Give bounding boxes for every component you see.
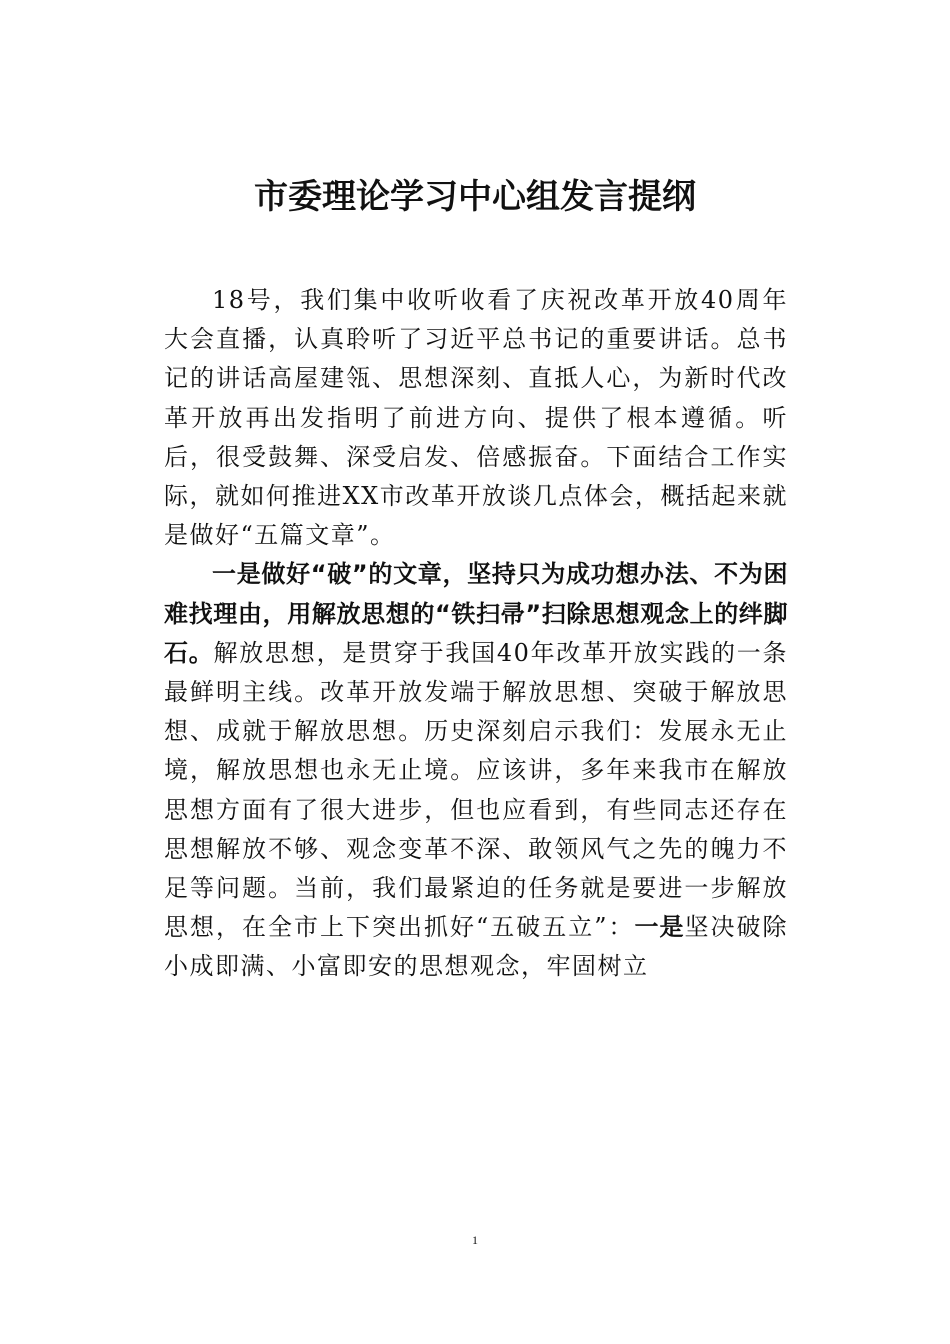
page-number: 1 — [472, 1233, 478, 1247]
paragraph-point-one — [164, 555, 788, 986]
paragraph-sub-point-heading: 一是 — [634, 913, 685, 942]
document-title: 市委理论学习中心组发言提纲 — [254, 177, 696, 217]
paragraph-point-one-text: 解放思想，是贯穿于我国40年改革开放实践的一条最鲜明主线。改革开放发端于解放思想、突破于解放思想、成就于解放思想。历史深刻启示我们：发展永无止境，解放思想也永无止境。应该讲，多年来我市在解放思想方面有了很大进步，但也应看到，有些同志还存在思想解放不够、观念变革不深、敢领风气之先的魄力不足等问题。当前，我们最紧迫的任务就是要进一步解放思想，在全市上下突出抓好“五破五立”： — [164, 638, 789, 942]
paragraph-sub-point-text: 坚决破除小成即满、小富即安的思想观念，牢固树立 — [164, 913, 789, 981]
paragraph-intro: 18号，我们集中收听收看了庆祝改革开放40周年大会直播，认真聆听了习近平总书记的重要讲话。总书记的讲话高屋建瓴、思想深刻、直抵人心，为新时代改革开放再出发指明了前进方向、提供了根本遵循。听后，很受鼓舞、深受启发、倍感振奋。下面结合工作实际，就如何推进XX市改革开放谈几点体会，概括起来就是做好“五篇文章”。 — [164, 286, 788, 550]
paragraph-point-one-heading: 一是做好“破”的文章，坚持只为成功想办法、不为困难找理由，用解放思想的“铁扫帚”扫除思想观念上的绊脚石。 — [164, 560, 788, 667]
document-body — [164, 281, 788, 987]
